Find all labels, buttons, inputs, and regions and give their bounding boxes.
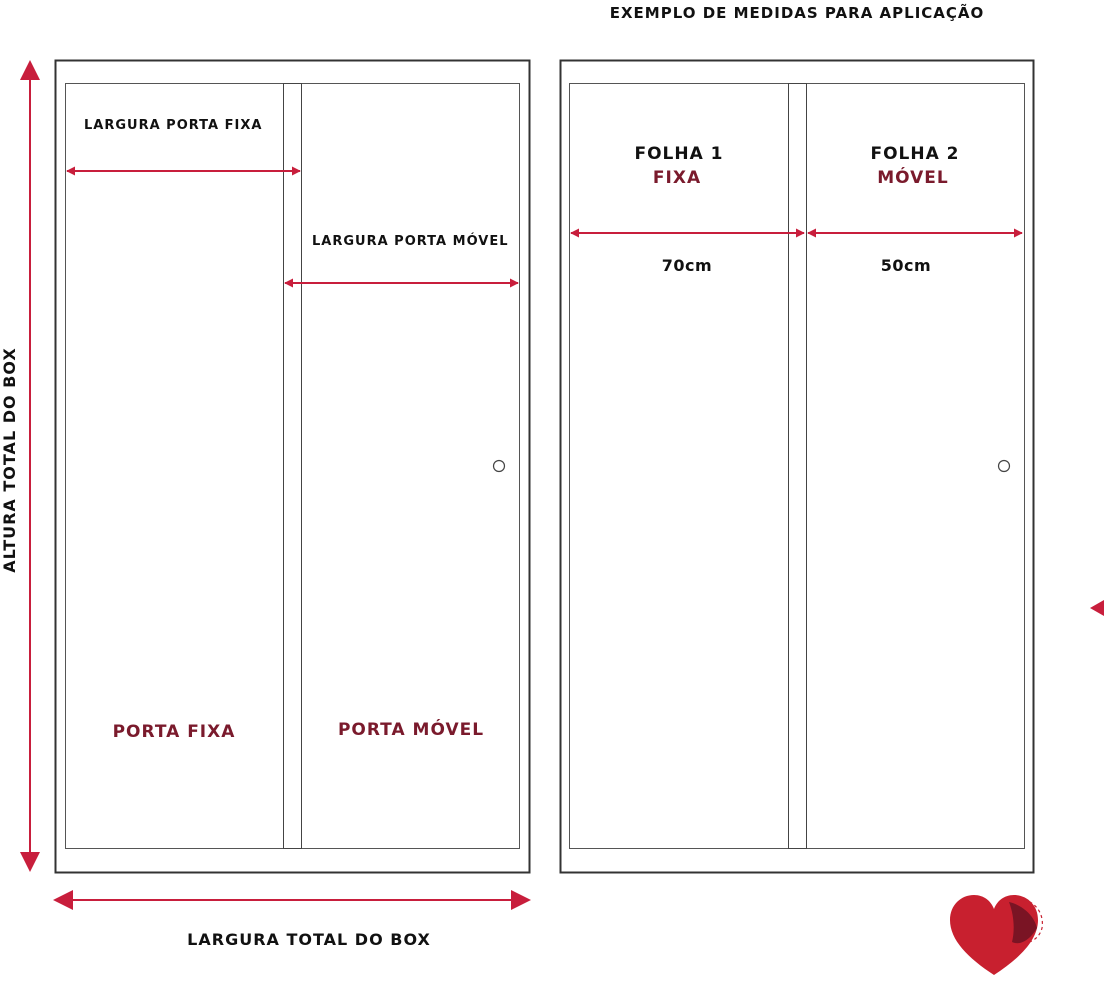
door-knob-icon	[999, 461, 1010, 472]
arrow-left-icon	[1090, 600, 1104, 616]
leaf1-measure: 70cm	[661, 256, 713, 275]
leaf2-title: FOLHA 2	[870, 144, 960, 164]
fixed-door-label: PORTA FIXA	[112, 722, 236, 742]
page-title: EXEMPLO DE MEDIDAS PARA APLICAÇÃO	[609, 4, 985, 22]
leaf1-title: FOLHA 1	[634, 144, 724, 164]
total-height-label: ALTURA TOTAL DO BOX	[0, 347, 19, 573]
fixed-width-label: LARGURA PORTA FIXA	[84, 118, 263, 133]
door-knob-icon	[494, 461, 505, 472]
left-middle-profile	[284, 84, 302, 849]
right-middle-profile	[789, 84, 807, 849]
mobile-width-label: LARGURA PORTA MÓVEL	[312, 234, 509, 249]
leaf2-measure: 50cm	[880, 256, 932, 275]
leaf2-type: MÓVEL	[877, 168, 949, 188]
mobile-door-label: PORTA MÓVEL	[337, 720, 485, 740]
heart-logo-icon	[950, 895, 1042, 975]
total-width-label: LARGURA TOTAL DO BOX	[187, 930, 431, 949]
leaf1-type: FIXA	[652, 168, 702, 188]
